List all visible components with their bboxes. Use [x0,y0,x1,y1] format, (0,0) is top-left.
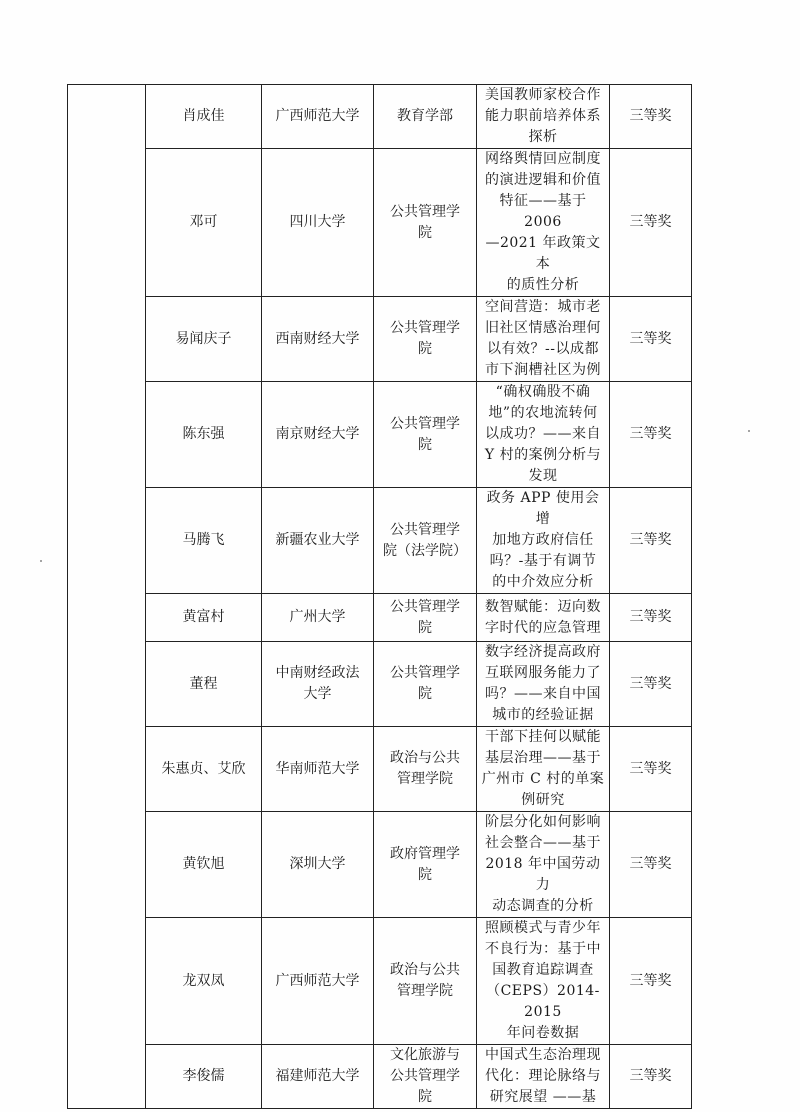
university-cell [262,918,374,1045]
award-cell-text: 三等奖 [629,972,672,989]
author-cell-text: 李俊儒 [182,1068,225,1084]
author-cell [146,727,262,812]
college-cell [374,727,477,812]
award-cell [610,149,692,297]
award-cell-text: 三等奖 [629,532,672,548]
college-cell-text: 公共管理学 院 [390,665,460,702]
college-cell [374,149,477,297]
paper-title-cell-text: 数智赋能：迈向数 字时代的应急管理 [485,598,601,636]
university-cell [262,594,374,642]
paper-title-cell [477,382,610,488]
award-cell [610,594,692,642]
author-cell-text: 朱惠贞、艾欣 [161,760,246,777]
award-cell [610,918,692,1045]
award-cell-text: 三等奖 [629,426,672,442]
table-row [68,594,692,642]
university-cell-text: 广西师范大学 [275,972,360,989]
award-cell-text: 三等奖 [629,675,672,692]
table-row [68,149,692,297]
college-cell [374,594,477,642]
paper-title-cell [477,488,610,594]
college-cell [374,297,477,382]
university-cell-text: 新疆农业大学 [275,532,360,548]
author-cell-text: 董程 [189,675,218,692]
college-cell-text: 公共管理学 院（法学院） [383,521,467,559]
award-cell-text: 三等奖 [629,760,672,777]
university-cell [262,382,374,488]
university-cell-text: 深圳大学 [289,856,346,872]
college-cell [374,642,477,727]
college-cell-text: 政治与公共 管理学院 [390,962,460,999]
table-row [68,727,692,812]
award-cell [610,727,692,812]
award-cell [610,642,692,727]
author-cell [146,812,262,918]
college-cell [374,488,477,594]
paper-title-cell [477,918,610,1045]
table-row [68,812,692,918]
university-cell-text: 广州大学 [289,609,346,625]
university-cell [262,488,374,594]
college-cell [374,85,477,149]
university-cell-text: 福建师范大学 [275,1068,360,1084]
university-cell [262,1045,374,1109]
author-cell-text: 陈东强 [182,426,225,442]
author-cell-text: 易闻庆子 [175,330,232,347]
author-cell [146,642,262,727]
college-cell-text: 文化旅游与 公共管理学 院 [390,1047,460,1105]
author-cell-text: 龙双凤 [182,972,225,989]
paper-title-cell-text: 空间营造：城市老 旧社区情感治理何 以有效？--以成都 市下涧槽社区为例 [485,299,601,378]
paper-title-cell-text: 中国式生态治理现 代化：理论脉络与 研究展望 ——基 [485,1047,601,1105]
table-row [68,382,692,488]
scan-speck [40,560,42,562]
paper-title-cell-text: “确权确股不确 地”的农地流转何 以成功？——来自 Y 村的案例分析与 发现 [484,384,602,484]
university-cell-text: 西南财经大学 [275,330,360,347]
author-cell [146,918,262,1045]
author-cell [146,85,262,149]
paper-title-cell [477,85,610,149]
awards-table [67,84,692,1109]
college-cell [374,382,477,488]
paper-title-cell [477,297,610,382]
award-cell [610,488,692,594]
table-row [68,918,692,1045]
award-cell [610,812,692,918]
university-cell [262,727,374,812]
college-cell-text: 公共管理学 院 [390,203,460,241]
author-cell [146,382,262,488]
award-cell-text: 三等奖 [629,856,672,872]
author-cell-text: 黄钦旭 [182,856,225,872]
award-cell [610,85,692,149]
award-cell-text: 三等奖 [629,1068,672,1084]
paper-title-cell [477,149,610,297]
college-cell-text: 政府管理学 院 [390,845,460,883]
university-cell [262,85,374,149]
award-cell-text: 三等奖 [629,108,672,124]
author-cell-text: 肖成佳 [182,108,225,124]
paper-title-cell-text: 干部下挂何以赋能 基层治理——基于 广州市 C 村的单案 例研究 [481,729,605,808]
paper-title-cell [477,727,610,812]
paper-title-cell-text: 阶层分化如何影响 社会整合——基于 2018 年中国劳动力 动态调查的分析 [485,814,601,914]
award-cell-text: 三等奖 [629,330,672,347]
university-cell-text: 四川大学 [289,214,346,230]
university-cell-text: 华南师范大学 [275,760,360,777]
author-cell-text: 邓可 [189,214,218,230]
author-cell [146,594,262,642]
paper-title-cell-text: 数字经济提高政府 互联网服务能力了 吗？——来自中国 城市的经验证据 [485,644,601,723]
category-cell [68,85,146,1109]
table-row [68,1045,692,1109]
author-cell [146,1045,262,1109]
award-cell [610,382,692,488]
college-cell-text: 公共管理学 院 [390,598,460,636]
table-row [68,642,692,727]
table-row [68,297,692,382]
college-cell [374,918,477,1045]
author-cell-text: 马腾飞 [182,532,225,548]
award-cell [610,1045,692,1109]
awards-table-body [68,85,692,1109]
table-row [68,488,692,594]
author-cell-text: 黄富村 [182,609,225,625]
table-row [68,85,692,149]
paper-title-cell [477,594,610,642]
award-cell-text: 三等奖 [629,609,672,625]
award-cell-text: 三等奖 [629,214,672,230]
paper-title-cell-text: 政务 APP 使用会增 加地方政府信任 吗？-基于有调节 的中介效应分析 [486,490,600,590]
university-cell [262,149,374,297]
university-cell [262,297,374,382]
university-cell [262,812,374,918]
college-cell [374,1045,477,1109]
paper-title-cell [477,1045,610,1109]
college-cell-text: 公共管理学 院 [390,415,460,453]
college-cell [374,812,477,918]
paper-title-cell-text: 网络舆情回应制度 的演进逻辑和价值 特征——基于 2006 —2021 年政策文本 的质性分析 [485,151,601,293]
author-cell [146,149,262,297]
paper-title-cell-text: 美国教师家校合作 能力职前培养体系 探析 [485,87,601,145]
award-cell [610,297,692,382]
paper-title-cell [477,642,610,727]
college-cell-text: 政治与公共 管理学院 [390,750,460,787]
author-cell [146,297,262,382]
paper-title-cell-text: 照顾模式与青少年 不良行为：基于中 国教育追踪调查 （CEPS）2014-2015 年问卷数据 [485,920,601,1041]
university-cell-text: 中南财经政法 大学 [275,665,360,702]
university-cell [262,642,374,727]
university-cell-text: 广西师范大学 [275,108,360,124]
college-cell-text: 教育学部 [397,108,453,124]
author-cell [146,488,262,594]
college-cell-text: 公共管理学 院 [390,320,460,357]
university-cell-text: 南京财经大学 [275,426,360,442]
paper-title-cell [477,812,610,918]
scan-speck [748,430,750,432]
